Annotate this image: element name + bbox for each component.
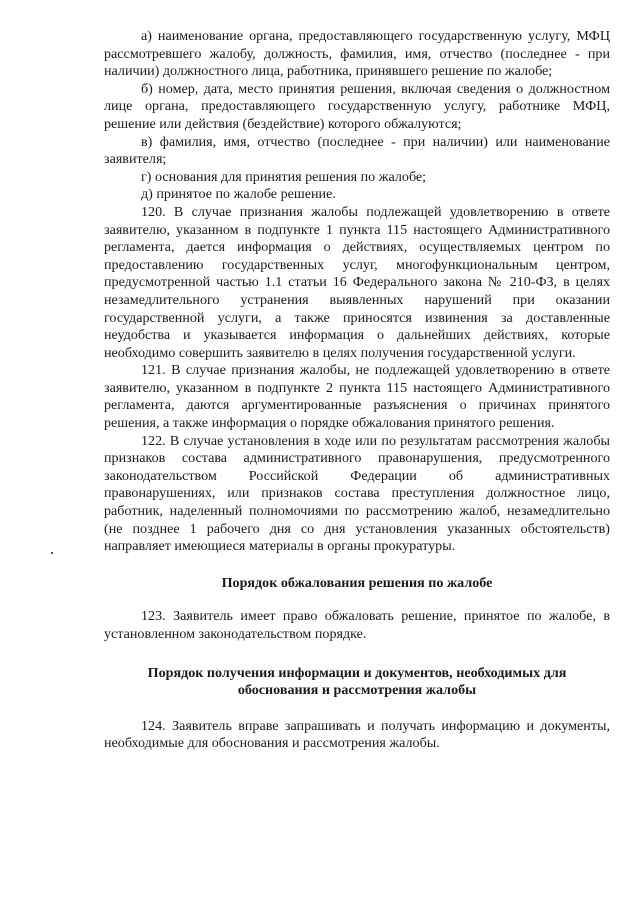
paragraph-item-b: б) номер, дата, место принятия решения, включая сведения о должностном лице органа, предоставляющего государственную услугу, работнике МФЦ, решение или действия (бездействие) которого обжалуются; [104, 80, 610, 132]
paragraph-123: 123. Заявитель имеет право обжаловать решение, принятое по жалобе, в установленном законодательством порядке. [104, 608, 610, 642]
section-heading-appeal: Порядок обжалования решения по жалобе [221, 574, 493, 591]
paragraph-item-v: в) фамилия, имя, отчество (последнее - при наличии) или наименование заявителя; [104, 133, 610, 168]
paragraph-item-d: д) принятое по жалобе решение. [141, 186, 336, 203]
paragraph-item-g: г) основания для принятия решения по жалобе; [141, 168, 427, 185]
paragraph-item-a: а) наименование органа, предоставляющего государственную услугу, МФЦ рассмотревшего жалобу, должность, фамилия, имя, отчество (последнее - при наличии) должностного лица, работника, принявшего решение по жалобе; [104, 28, 610, 80]
section-heading-information [104, 665, 610, 700]
paragraph-122: 122. В случае установления в ходе или по результатам рассмотрения жалобы признаков состава административного правонарушения, предусмотренного законодательством Российской Федерации об административных правонарушениях, или признаков состава преступления должностное лицо, работник, наделенный полномочиями по рассмотрению жалоб, незамедлительно (не позднее 1 рабочего дня со дня установления указанных обстоятельств) направляет имеющиеся материалы в органы прокуратуры. [104, 432, 610, 555]
section-heading-line-2: обоснования и рассмотрения жалобы [237, 682, 477, 699]
section-heading-line-1: Порядок получения информации и документов, необходимых для [147, 664, 567, 681]
paragraph-121: 121. В случае признания жалобы, не подлежащей удовлетворению в ответе заявителю, указанном в подпункте 2 пункта 115 настоящего Административного регламента, даются аргументированные разъяснения о причинах принятого решения, а также информация о порядке обжалования принятого решения. [104, 362, 610, 432]
paragraph-124: 124. Заявитель вправе запрашивать и получать информацию и документы, необходимые для обоснования и рассмотрения жалобы. [104, 717, 610, 752]
scan-speck [51, 552, 53, 554]
document-page [104, 28, 610, 753]
paragraph-120: 120. В случае признания жалобы подлежащей удовлетворению в ответе заявителю, указанном в подпункте 1 пункта 115 настоящего Административного регламента, дается информация о действиях, осуществляемых центром по предоставлению государственных услуг, многофункциональным центром, предусмотренной частью 1.1 статьи 16 Федерального закона № 210-ФЗ, в целях незамедлительного устранения выявленных нарушений при оказании государственной услуги, а также приносятся извинения за доставленные неудобства и указывается информация о дальнейших действиях, которые необходимо совершить заявителю в целях получения государственной услуги. [104, 203, 610, 361]
